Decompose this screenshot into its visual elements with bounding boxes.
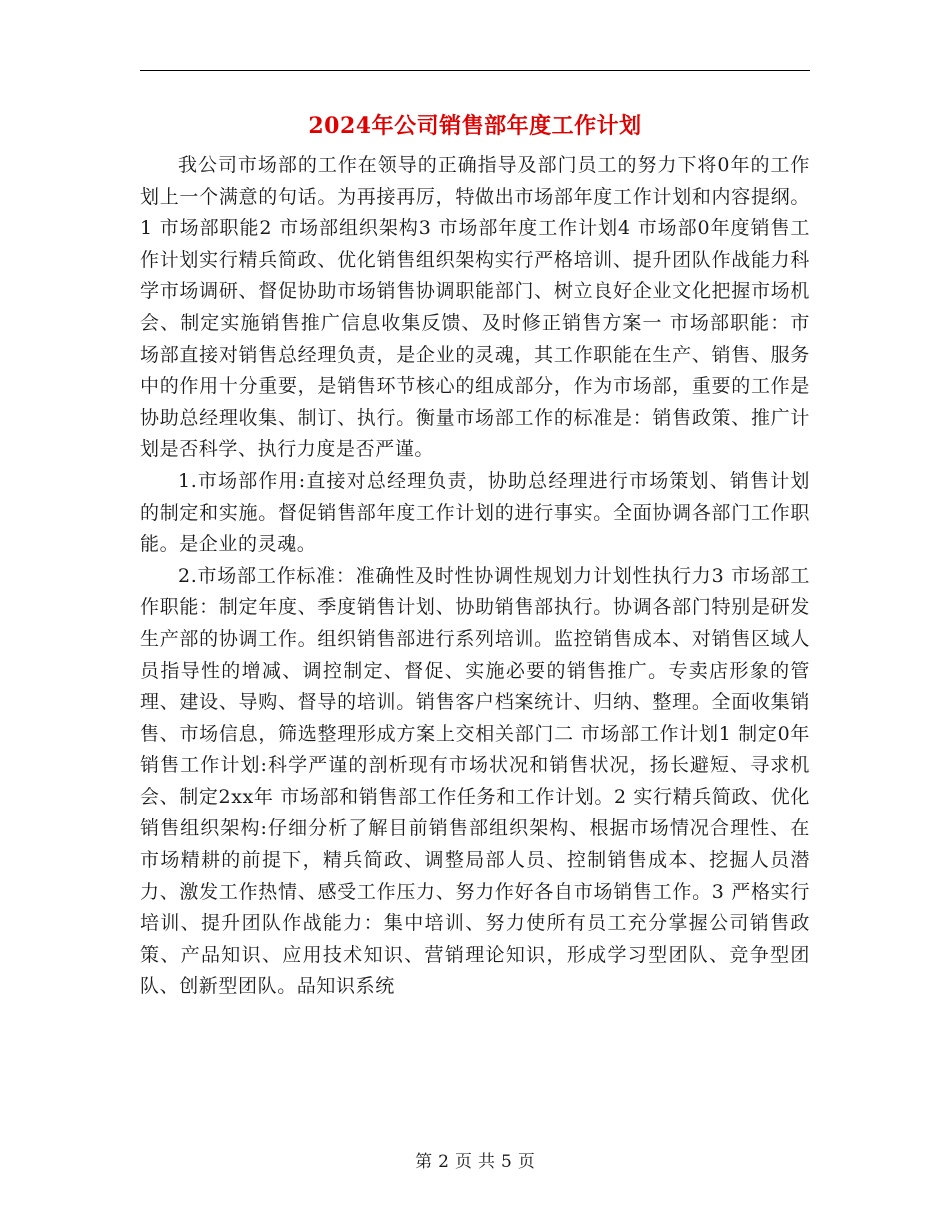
total-label: 共 (478, 1152, 495, 1172)
body-paragraph-2: 1.市场部作用:直接对总经理负责，协助总经理进行市场策划、销售计划的制定和实施。督促销售部年度工作计划的进行事实。全面协调各部门工作职能。是企业的灵魂。 (140, 469, 810, 556)
current-page-number: 2 (438, 1152, 449, 1172)
page-word: 页 (455, 1152, 472, 1172)
document-title: 2024年公司销售部年度工作计划 (308, 113, 642, 139)
body-paragraph-1: 我公司市场部的工作在领导的正确指导及部门员工的努力下将0年的工作划上一个满意的句话。为再接再厉，特做出市场部年度工作计划和内容提纲。1 市场部职能2 市场部组织架构3 市场部年度工作计划4 市场部0年度销售工作计划实行精兵简政、优化销售组织架构实行严格培训、提升团队作战能力科学市场调研、督促协助市场销售协调职能部门、树立良好企业文化把握市场机会、制定实施销售推广信息收集反馈、及时修正销售方案一 市场部职能：市场部直接对销售总经理负责，是企业的灵魂，其工作职能在生产、销售、服务中的作用十分重要，是销售环节核心的组成部分，作为市场部，重要的工作是协助总经理收集、制订、执行。衡量市场部工作的标准是：销售政策、推广计划是否科学、执行力度是否严谨。 (140, 154, 810, 461)
body-paragraph-3: 2.市场部工作标准：准确性及时性协调性规划力计划性执行力3 市场部工作职能：制定年度、季度销售计划、协助销售部执行。协调各部门特别是研发生产部的协调工作。组织销售部进行系列培训。监控销售成本、对销售区域人员指导性的增减、调控制定、督促、实施必要的销售推广。专卖店形象的管理、建设、导购、督导的培训。销售客户档案统计、归纳、整理。全面收集销售、市场信息，筛选整理形成方案上交相关部门二 市场部工作计划1 制定0年销售工作计划:科学严谨的剖析现有市场状况和销售状况，扬长避短、寻求机会、制定2xx年 市场部和销售部工作任务和工作计划。2 实行精兵简政、优化销售组织架构:仔细分析了解目前销售部组织架构、根据市场情况合理性、在市场精耕的前提下，精兵简政、调整局部人员、控制销售成本、挖掘人员潜力、激发工作热情、感受工作压力、努力作好各自市场销售工作。3 严格实行培训、提升团队作战能力：集中培训、努力使所有员工充分掌握公司销售政策、产品知识、应用技术知识、营销理论知识，形成学习型团队、竞争型团队、创新型团队。品知识系统 (140, 564, 810, 998)
total-word: 页 (517, 1152, 535, 1172)
page-footer (0, 1150, 950, 1174)
total-pages-number: 5 (501, 1152, 512, 1172)
header-rule (140, 70, 810, 71)
page-label: 第 (415, 1152, 433, 1172)
document-body (140, 150, 810, 1003)
